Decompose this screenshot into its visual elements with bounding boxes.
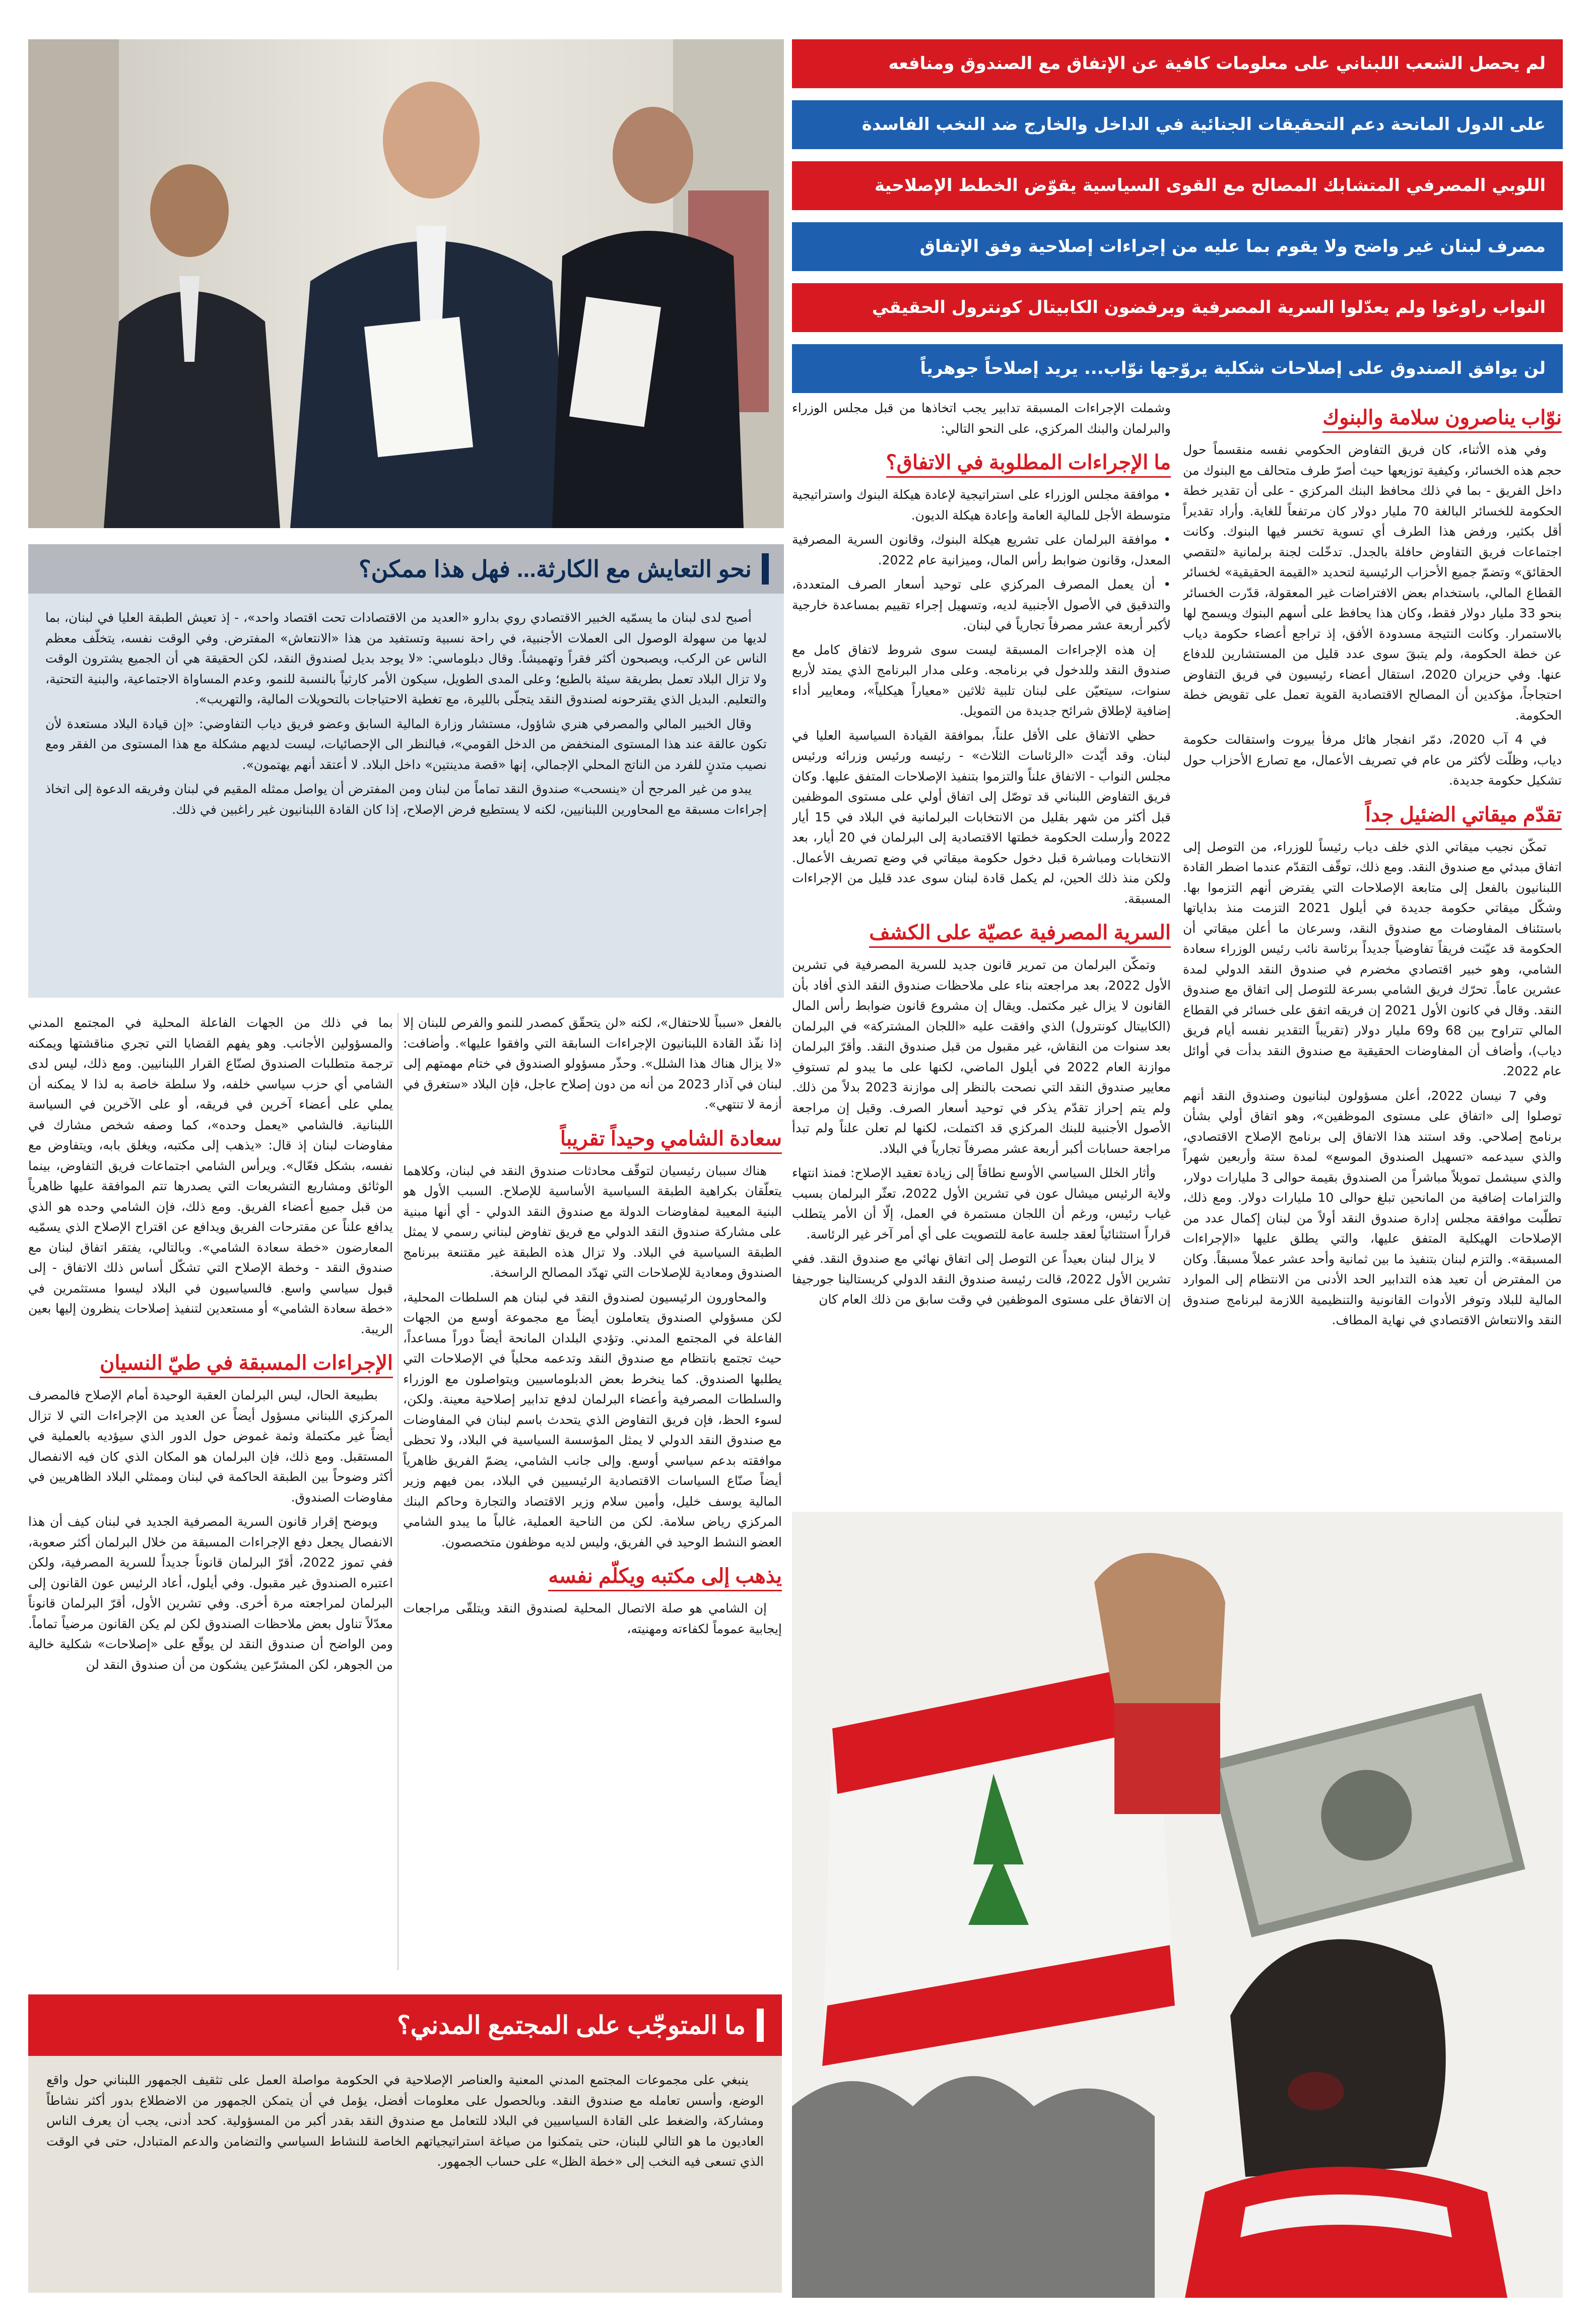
paragraph: بما في ذلك من الجهات الفاعلة المحلية في المجتمع المدني والمسؤولين الأجانب. وهو يفهم القضايا التي تجري مناقشتها ويمكنه ترجمة متطلبات الصندوق لصنّاع القرار اللبنانيين. ومع ذلك، ليس لدى الشامي أي حزب سياسي خلفه، ولا سلطة خاصة به لذا لا يمكنه أن يملي على أعضاء آخرين في فريقه، أو على الآخرين في السياسة اللبنانية. فالشامي «يعمل وحده»، كما وصفه شخص مشارك في مفاوضات لبنان إذ قال: «يذهب إلى مكتبه، ويغلق بابه، ويتفاوض مع نفسه، بشكل فعّال». ويرأس الشامي اجتماعات فريق التفاوض، بينما الوثائق ومشاريع التشريعات التي يصدرها تتم الموافقة عليها ظاهرياً من قبل جميع أعضاء الفريق. ومع ذلك، فإن الشامي وحده هو الذي يدافع علناً عن مقترحات الفريق ويدافع عن اقتراح الإصلاح الذي يسمّيه المعارضون «خطة سعادة الشامي». وبالتالي، يفتقر اتفاق لبنان مع صندوق النقد - وخطة الإصلاح التي تشكّل أساس ذلك الاتفاق - إلى قبول سياسي واسع. فالسياسيون في البلاد ليسوا مستثمرين في «خطة سعادة الشامي» أو مستعدين لتنفيذ إصلاحات ينظرون إليها بعين الريبة.: [28, 1015, 393, 1336]
subheading-mps-support: نوّاب يناصرون سلامة والبنوك: [1322, 405, 1562, 433]
paragraph: ويوضح إقرار قانون السرية المصرفية الجديد في لبنان كيف أن هذا الانفصال يجعل دفع الإجراءات المسبقة من خلال البرلمان أكثر صعوبة، ففي تموز 2022، أقرّ البرلمان قانوناً جديداً للسرية المصرفية، ولكن اعتبره الصندوق غير مقبول. وفي أيلول، أعاد الرئيس عون القانون إلى البرلمان لمراجعته مرة أخرى. وفي تشرين الأول، أقرّ البرلمان قانوناً معدّلاً تناول بعض ملاحظات الصندوق لكن لم يكن القانون مرضياً تماماً. ومن الواضح أن صندوق النقد لن يوقّع على «إصلاحات» شكلية خالية من الجوهر، لكن المشرّعين يشكون من أن صندوق النقد لن: [28, 1514, 393, 1672]
sidebar-box-coexistence: [28, 544, 784, 998]
civil-society-title: ما المتوجّب على المجتمع المدني؟: [397, 2011, 746, 2039]
civil-society-body: [28, 2056, 782, 2293]
title-accent-bar: [762, 553, 769, 585]
column-divider: [397, 1013, 399, 1970]
paragraph: وشملت الإجراءات المسبقة تدابير يجب اتخاذها من قبل مجلس الوزراء والبرلمان والبنك المركزي، على النحو التالي:: [792, 401, 1171, 436]
paragraph: لا يزال لبنان بعيداً عن التوصل إلى اتفاق نهائي مع صندوق النقد. ففي تشرين الأول 2022، قالت رئيسة صندوق النقد الدولي كريستالينا جورجيفا إن الاتفاق على مستوى الموظفين في وقت سابق من ذلك العام كان: [792, 1251, 1171, 1307]
column-right: [1183, 398, 1562, 1502]
paragraph: بالفعل «سبباً للاحتفال»، لكنه «لن يتحقّق كمصدر للنمو والفرص للبنان إلا إذا نفّذ القادة اللبنانيون الإجراءات السابقة التي وافقوا عليها». وأضافت: «لا يزال هناك هذا الشلل». وحذّر مسؤولو الصندوق في ختام مهمتهم إلى لبنان في آذار 2023 من أنه من دون إصلاح عاجل، فإن البلاد «ستغرق في أزمة لا تنتهي».: [403, 1015, 782, 1112]
paragraph: وتمكّن البرلمان من تمرير قانون جديد للسرية المصرفية في تشرين الأول 2022، بعد مراجعته بناء على ملاحظات صندوق النقد الذي أفاد بأن القانون لا يزال غير مكتمل. ويقال إن مشروع قانون ضوابط رأس المال (الكابيتال كونترول) الذي وافقت عليه «اللجان المشتركة» في البرلمان بعد سنوات من النقاش، غير مقبول من قبل صندوق النقد. وأقرّ البرلمان موازنة العام 2022 في أيلول الماضي، لكنها على ما يبدو لم تستوفِ معايير صندوق النقد التي نصحت بالنظر إلى موازنة 2023 بدلاً من ذلك. ولم يتم إحراز تقدّم يذكر في توحيد أسعار الصرف. وقيل إن مراجعة الأصول الأجنبية للبنك المركزي قد اكتملت، لكنها لم تعلن علناً ولم تبدأ مراجعة حسابات أكبر أربعة عشر مصرفاً تجارياً في البلاد.: [792, 957, 1171, 1156]
paragraph: تمكّن نجيب ميقاتي الذي خلف دياب رئيساً للوزراء، من التوصل إلى اتفاق مبدئي مع صندوق النقد. ومع ذلك، توقّف التقدّم عندما اضطر القادة اللبنانيون بالفعل إلى متابعة الإصلاحات التي يفترض أنهم التزموا بها. وشكّل ميقاتي حكومة جديدة في أيلول 2021 التزمت منذ بداياتها باستئناف المفاوضات مع صندوق النقد، وسرعان ما أعلن ميقاتي أن الحكومة قد عيّنت فريقاً تفاوضياً جديداً برئاسة نائب رئيس الوزراء سعادة الشامي، وهو خبير اقتصادي مخضرم في صندوق النقد الدولي لمدة عشرين عاماً. تحرّك فريق الشامي بسرعة للتوصل إلى اتفاق مع صندوق النقد. وقال في كانون الأول 2021 إن فريقه اتفق على خسائر في القطاع المالي تتراوح بين 68 و69 مليار دولار (تقريباً التقدير نفسه أيام فريق دياب)، وأضاف أن المفاوضات الحقيقية مع صندوق النقد بدأت في أوائل عام 2022.: [1183, 839, 1562, 1078]
sidebar-box-header: [28, 544, 784, 594]
subheading-banking-secrecy: السرية المصرفية عصيّة على الكشف: [869, 920, 1171, 948]
headline-2: على الدول المانحة دعم التحقيقات الجنائية في الداخل والخارج ضد النخب الفاسدة: [792, 100, 1563, 149]
subheading-shami-alone: سعادة الشامي وحيداً تقريباً: [560, 1126, 782, 1154]
bullet-item: • موافقة مجلس الوزراء على استراتيجية لإعادة هيكلة البنوك واستراتيجية متوسطة الأجل للمالية العامة وإعادة هيكلة الديون.: [792, 487, 1171, 523]
column-middle: [792, 398, 1171, 1310]
civil-society-header: [28, 1994, 782, 2056]
paragraph: يبدو من غير المرجح أن «ينسحب» صندوق النقد تماماً من لبنان ومن المفترض أن يواصل ممثله المقيم في لبنان وفريقه الدعوة إلى اتخاذ إجراءات مسبقة مع المحاورين اللبنانيين، لكنه لا يستطيع فرض الإصلاح، إذا كان القادة اللبنانيون غير راغبين في ذلك.: [45, 782, 767, 817]
subheading-mikati-progress: تقدّم ميقاتي الضئيل جداً: [1365, 802, 1562, 830]
paragraph: حظي الاتفاق على الأقل علناً، بموافقة القيادة السياسية العليا في لبنان. وقد أيّدت «الرئاسات الثلاث» - رئيسه ورئيس وزرائه ورئيس مجلس النواب - الاتفاق علناً والتزموا بتنفيذ الإصلاحات المتفق عليها. وكان فريق التفاوض اللبناني قد توصّل إلى اتفاق أولي على مستوى الموظفين قبل أكثر من شهر بقليل من الانتخابات البرلمانية في البلاد في 15 أيار 2022 وأرسلت الحكومة خطتها الاقتصادية إلى البرلمان في 20 أيار، بعد الانتخابات ومباشرة قبل دخول حكومة ميقاتي في وضع تصريف الأعمال. ولكن منذ ذلك الحين، لم يكمل قادة لبنان سوى عدد قليل من الإجراءات المسبقة.: [792, 728, 1171, 906]
paragraph: إن الشامي هو صلة الاتصال المحلية لصندوق النقد ويتلقّى مراجعات إيجابية عموماً لكفاءته ومهنيته،: [403, 1601, 782, 1636]
sidebar-box-title: نحو التعايش مع الكارثة... فهل هذا ممكن؟: [359, 556, 752, 582]
paragraph: إن هذه الإجراءات المسبقة ليست سوى شروط لاتفاق كامل مع صندوق النقد وللدخول في برنامجه. وعلى مدار البرنامج الذي يمتد لأربع سنوات، سيتعيّن على لبنان تلبية ثلاثين «معياراً هيكلياً»، ومعايير أداء إضافية لإطلاق شرائح جديدة من التمويل.: [792, 642, 1171, 718]
column-lower-left: [28, 1013, 393, 1980]
title-accent-bar: [757, 2009, 764, 2042]
paragraph: هناك سببان رئيسيان لتوقّف محادثات صندوق النقد في لبنان، وكلاهما يتعلّقان بكراهية الطبقة السياسية الأساسية للإصلاح. السبب الأول هو البنية المعيبة لمفاوضات الدولة مع صندوق النقد الدولي - أي أنها مبنية على مشاركة صندوق النقد الدولي مع فريق تفاوض لبناني رسمي لا يمثل الطبقة السياسية في البلاد. ولا تزال هذه الطبقة غير مقتنعة ببرنامج الصندوق ومعادية للإصلاحات التي تهدّد المصالح الراسخة.: [403, 1163, 782, 1280]
subheading-prior-actions: الإجراءات المسبقة في طيّ النسيان: [100, 1350, 393, 1378]
headline-bars: [792, 39, 1563, 405]
headline-3: اللوبي المصرفي المتشابك المصالح مع القوى السياسية يقوّض الخطط الإصلاحية: [792, 161, 1563, 210]
paragraph: ينبغي على مجموعات المجتمع المدني المعنية والعناصر الإصلاحية في الحكومة مواصلة العمل على تثقيف الجمهور اللبناني حول واقع الوضع، وأسس تعامله مع صندوق النقد. وبالحصول على معلومات أفضل، يؤمل في أن يتمكن الجمهور من الاضطلاع بدور أكثر نشاطاً ومشاركة، والضغط على القادة السياسيين في البلاد للتعامل مع صندوق النقد بقدر أكبر من المسؤولية. كحد أدنى، يجب أن يعرف الناس العاديون ما هو التالي للبنان، حتى يتمكنوا من صياغة استراتيجياتهم الخاصة للنشاط السياسي والتضامن والدعم المتبادل، حتى في الوقت الذي تسعى فيه النخب إلى «خطة الظل» على حساب الجمهور.: [46, 2073, 764, 2169]
headline-6: لن يوافق الصندوق على إصلاحات شكلية يروّجها نوّاب... يريد إصلاحاً جوهرياً: [792, 344, 1563, 393]
bullet-item: • أن يعمل المصرف المركزي على توحيد أسعار الصرف المتعددة، والتدقيق في الأصول الأجنبية لديه، وتسهيل إجراء تقييم بمساعدة خارجية لأكبر أربعة عشر مصرفاً تجارياً في لبنان.: [792, 577, 1171, 632]
photo-protest-collage: [792, 1512, 1563, 2298]
paragraph: والمحاورون الرئيسيون لصندوق النقد في لبنان هم السلطات المحلية، لكن مسؤولي الصندوق يتعاملون أيضاً مع مجموعة أوسع من الجهات الفاعلة في المجتمع المدني. وتؤدي البلدان المانحة أيضاً دوراً مساعداً، حيث تجتمع بانتظام مع صندوق النقد وتدعمه محلياً في الإصلاحات التي يطلبها الصندوق. كما ينخرط بعض الدبلوماسيين ويتواصلون مع الوزراء والسلطات المصرفية وأعضاء البرلمان لدفع تدابير إصلاحية معينة. ولكن، لسوء الحظ، فإن فريق التفاوض الذي يتحدث باسم لبنان في المفاوضات مع صندوق النقد الدولي لا يمثل المؤسسة السياسية في البلاد، ولا تحظى موافقته بدعم سياسي أوسع. وإلى جانب الشامي، يضمّ الفريق ظاهرياً أيضاً صنّاع السياسات الاقتصادية الرئيسيين في البلاد، بمن فيهم وزير المالية يوسف خليل، وأمين سلام وزير الاقتصاد والتجارة وحاكم البنك المركزي رياض سلامة. لكن من الناحية العملية، غالباً ما يبدو الشامي العضو النشط الوحيد في الفريق، وليس لديه موظفون متخصصون.: [403, 1289, 782, 1550]
subheading-required-actions: ما الإجراءات المطلوبة في الاتفاق؟: [886, 450, 1171, 478]
headline-1: لم يحصل الشعب اللبناني على معلومات كافية عن الإتفاق مع الصندوق ومنافعه: [792, 39, 1563, 88]
headline-5: النواب راوغوا ولم يعدّلوا السرية المصرفية وبرفضون الكابيتال كونترول الحقيقي: [792, 283, 1563, 332]
paragraph: في 4 آب 2020، دمّر انفجار هائل مرفأ بيروت واستقالت حكومة دياب، وظلّت لأكثر من عام في تصريف الأعمال، مع تصارع الأحزاب حول تشكيل حكومة جديدة.: [1183, 732, 1562, 788]
photo-officials-walking: [28, 39, 784, 528]
paragraph: أصبح لدى لبنان ما يسمّيه الخبير الاقتصادي روي بدارو «العديد من الاقتصادات تحت اقتصاد واحد»، - إذ تعيش الطبقة العليا في لبنان، بما لديها من سهولة الوصول الى العملات الأجنبية، في راحة نسبية وتستفيد من هذا «الانتعاش» المفترض. وفي الوقت نفسه، يتخلّف معظم الناس عن الركب، ويصبحون أكثر فقراً وتهميشاً. وقال دبلوماسي: «لا يوجد بديل لصندوق النقد، لكن الحقيقة هي أن الجميع يشترون الوقت ولا تزال البلاد تعمل بطريقة سيئة بالطبع؛ وعلى المدى الطويل، سيكون الأمر كارثياً بالنسبة للنمو، وعدم المساواة الاجتماعية، والبنية التحتية، والتعليم. البديل الذي يقترحونه لصندوق النقد يتجلّى بالليرة، مع تغطية الاحتياجات بالتحويلات المالية، والتهريب».: [45, 610, 767, 706]
paragraph: وقال الخبير المالي والمصرفي هنري شاؤول، مستشار وزارة المالية السابق وعضو فريق دياب التفاوضي: «إن قيادة البلاد مستعدة لأن تكون عالقة عند هذا المستوى المنخفض من الدخل القومي»، فبالنظر الى الإحصائيات، ليست لديهم مشكلة مع هذا المستوى من الفقر ومع نصيب متدنٍ للفرد من الناتج المحلي الإجمالي، إنها «قصة مدينتين» داخل البلاد. لا أعتقد أنهم يهتمون».: [45, 716, 767, 772]
column-lower-middle: [403, 1013, 782, 1980]
subheading-goes-to-office: يذهب إلى مكتبه ويكلّم نفسه: [548, 1564, 782, 1591]
headline-4: مصرف لبنان غير واضح ولا يقوم بما عليه من إجراءات إصلاحية وفق الإتفاق: [792, 222, 1563, 271]
sidebar-box-body: [28, 594, 784, 838]
paragraph: وفي هذه الأثناء، كان فريق التفاوض الحكومي نفسه منقسماً حول حجم هذه الخسائر، وكيفية توزيعها حيث أصرّ طرف متحالف مع البنوك من داخل الفريق - بما في ذلك محافظ البنك المركزي - على أن تقدير خطة الحكومة للخسائر البالغة 70 مليار دولار كان مرتفعاً للغاية. وأراد تقديراً أقل بكثير، ورفض هذا الطرف أي تسوية تخسر فيها البنوك. وكانت اجتماعات فريق التفاوض حافلة بالجدل. تدخّلت لجنة برلمانية «لتقصي الحقائق» وتضمّ جميع الأحزاب الرئيسية لتحديد «القيمة الحقيقية» لخسائر القطاع المالي، باستخدام بعض الافتراضات غير المعقولة، قدّرت الخسائر بنحو 33 مليار دولار فقط، وكان هذا يحافظ على أسهم البنوك ويسمح لها بالاستمرار. وكانت النتيجة مسدودة الأفق، إذ تراجع أعضاء حكومة دياب عن خطة الحكومة، ولم يتبقَ سوى عدد قليل من المستشارين للدفاع عنها. وفي حزيران 2020، استقال أعضاء رئيسيون في فريق التفاوض احتجاجاً، مؤكدين أن المصالح الاقتصادية القوية تعمل على تقويض خطة الحكومة.: [1183, 442, 1562, 723]
paragraph: وفي 7 نيسان 2022، أعلن مسؤولون لبنانيون وصندوق النقد أنهم توصلوا إلى «اتفاق على مستوى الموظفين»، وهو اتفاق أولي بشأن برنامج إصلاحي. وقد استند هذا الاتفاق إلى برنامج الإصلاح الاقتصادي، والذي سيدعمه «تسهيل الصندوق الموسع» لمدة ستة وأربعين شهراً والذي سيشمل تمويلاً مباشراً من الصندوق بقيمة حوالى 3 مليارات دولار، والتزامات إضافية من المانحين تبلغ حوالى 10 مليارات دولار. ومع ذلك، تطلّبت موافقة مجلس إدارة صندوق النقد أولاً من لبنان إكمال عدد من الإصلاحات الهيكلية المتفق عليها، والتي يطلق عليها «الإجراءات المسبقة». والتزم لبنان بتنفيذ ما بين ثمانية وأحد عشر عملاً مسبقاً. وكان من المفترض أن تعيد هذه التدابير الحد الأدنى من الانتظام إلى الموارد المالية للبلاد وتوفر الأدوات القانونية والتنظيمية اللازمة لبرنامج صندوق النقد والانتعاش الاقتصادي في نهاية المطاف.: [1183, 1088, 1562, 1327]
bullet-item: • موافقة البرلمان على تشريع هيكلة البنوك، وقانون السرية المصرفية المعدل، وقانون ضوابط رأس المال، وميزانية عام 2022.: [792, 532, 1171, 567]
paragraph: بطبيعة الحال، ليس البرلمان العقبة الوحيدة أمام الإصلاح فالمصرف المركزي اللبناني مسؤول أيضاً عن العديد من الإجراءات التي لا تزال أيضاً غير مكتملة وثمة غموض حول الدور الذي سيؤديه بالعملية في المستقبل. ومع ذلك، فإن البرلمان هو المكان الذي كان فيه الانفصال أكثر وضوحاً بين الطبقة الحاكمة في لبنان وممثلي البلاد الظاهريين في مفاوضات الصندوق.: [28, 1388, 393, 1505]
paragraph: وأثار الخلل السياسي الأوسع نطاقاً إلى زيادة تعقيد الإصلاح: فمنذ انتهاء ولاية الرئيس ميشال عون في تشرين الأول 2022، تعثّر البرلمان بسبب غياب رئيس، ورغم أن اللجان مستمرة في العمل، إلّا أن الأمر يتطلب قراراً استثنائياً لعقد جلسة عامة للتصويت على أي أمر آخر غير الرئاسة.: [792, 1166, 1171, 1242]
